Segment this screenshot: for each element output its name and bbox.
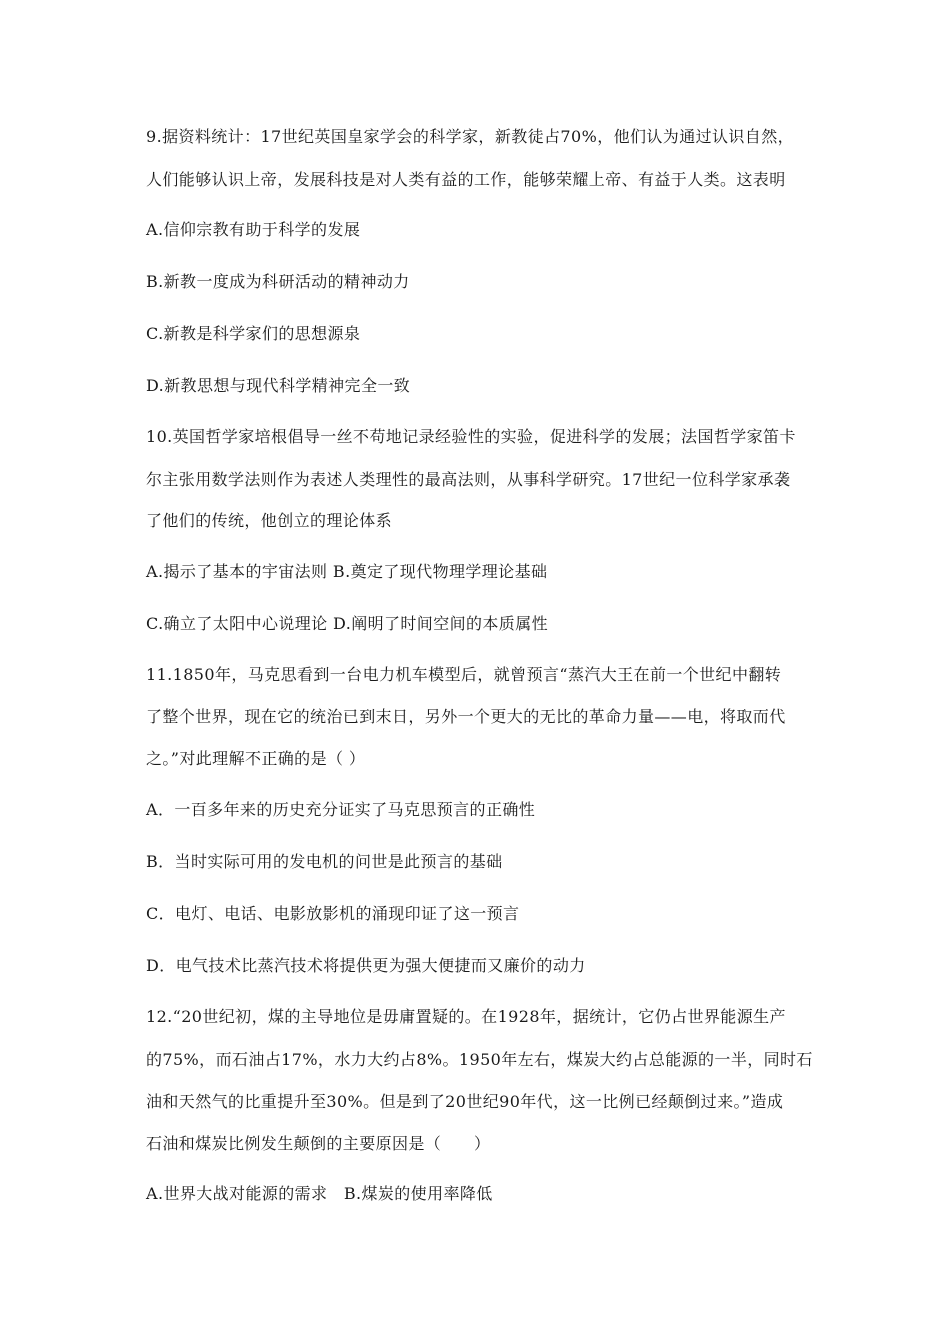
q10-stem-line-3: 了他们的传统，他创立的理论体系	[146, 511, 393, 530]
q9-option-c: C.新教是科学家们的思想源泉	[146, 324, 361, 343]
q11-option-d: D．电气技术比蒸汽技术将提供更为强大便捷而又廉价的动力	[146, 956, 586, 975]
q10-stem-line-1: 10.英国哲学家培根倡导一丝不苟地记录经验性的实验，促进科学的发展；法国哲学家笛卡	[146, 427, 796, 446]
q9-option-b: B.新教一度成为科研活动的精神动力	[146, 272, 410, 291]
q11-option-a: A．一百多年来的历史充分证实了马克思预言的正确性	[146, 800, 536, 819]
q11-option-c: C．电灯、电话、电影放影机的涌现印证了这一预言	[146, 904, 520, 923]
q9-stem-line-2: 人们能够认识上帝，发展科技是对人类有益的工作，能够荣耀上帝、有益于人类。这表明	[146, 170, 786, 189]
q12-stem-line-1: 12.“20世纪初，煤的主导地位是毋庸置疑的。在1928年，据统计，它仍占世界能源生产	[146, 1007, 786, 1026]
q12-stem-line-2: 的75%，而石油占17%，水力大约占8%。1950年左右，煤炭大约占总能源的一半，同时石	[146, 1050, 813, 1069]
q9-option-a: A.信仰宗教有助于科学的发展	[146, 220, 361, 239]
q11-stem-line-3: 之。”对此理解不正确的是（ ）	[146, 749, 366, 768]
q11-option-b: B．当时实际可用的发电机的问世是此预言的基础	[146, 852, 503, 871]
q9-option-d: D.新教思想与现代科学精神完全一致	[146, 376, 411, 395]
q10-options-cd: C.确立了太阳中心说理论 D.阐明了时间空间的本质属性	[146, 614, 548, 633]
q12-options-ab: A.世界大战对能源的需求 B.煤炭的使用率降低	[146, 1184, 493, 1203]
q9-stem-line-1: 9.据资料统计：17世纪英国皇家学会的科学家，新教徒占70%，他们认为通过认识自然，	[146, 127, 794, 146]
q11-stem-line-2: 了整个世界，现在它的统治已到末日，另外一个更大的无比的革命力量——电，将取而代	[146, 707, 786, 726]
q12-stem-line-4: 石油和煤炭比例发生颠倒的主要原因是（ ）	[146, 1134, 491, 1153]
q11-stem-line-1: 11.1850年，马克思看到一台电力机车模型后，就曾预言“蒸汽大王在前一个世纪中翻转	[146, 665, 782, 684]
q10-stem-line-2: 尔主张用数学法则作为表述人类理性的最高法则，从事科学研究。17世纪一位科学家承袭	[146, 470, 791, 489]
q10-options-ab: A.揭示了基本的宇宙法则 B.奠定了现代物理学理论基础	[146, 562, 548, 581]
q12-stem-line-3: 油和天然气的比重提升至30%。但是到了20世纪90年代，这一比例已经颠倒过来。”造成	[146, 1092, 784, 1111]
